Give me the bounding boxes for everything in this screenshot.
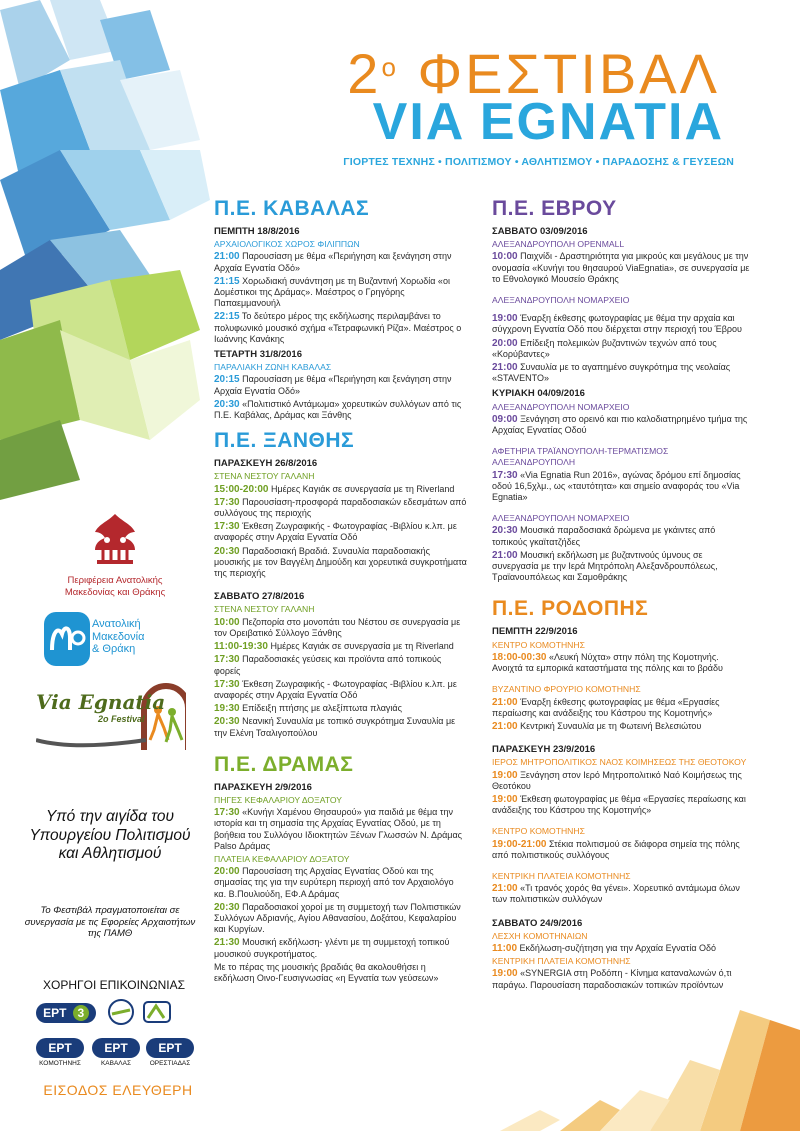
program-column-right xyxy=(492,197,750,993)
event-date: ΣΑΒΒΑΤΟ 27/8/2016 xyxy=(214,591,305,603)
event-time: 10:00 xyxy=(214,616,240,628)
event-date: ΣΑΒΒΑΤΟ 24/9/2016 xyxy=(492,917,583,929)
event-text: Επίδειξη πτήσης με αλεξίπτωτα πλαγιάς xyxy=(239,703,402,714)
event-time: 09:00 xyxy=(492,413,518,425)
event-text: Έκθεση Ζωγραφικής - Φωτογραφίας -Βιβλίου κ.λπ. με αναφορές στην Αρχαία Εγνατία Οδό xyxy=(214,678,457,700)
via-egnatia-logo-text: Via Egnatia xyxy=(36,690,166,714)
event-item xyxy=(492,251,750,285)
event-text: Παρουσίαση της Αρχαίας Εγνατίας Οδού και της σημασίας της για την ευρύτερη περιοχή από τον Αρχαιολόγο κα. Β.Πουλιούδη, ΕΦ.Α Δράμας xyxy=(214,866,454,899)
event-location: ΑΛΕΞΑΝΔΡΟΥΠΟΛΗ ΝΟΜΑΡΧΕΙΟ xyxy=(492,295,630,306)
event-text: Μουσικά παραδοσιακά δρώμενα με γκάιντες από τοπικούς γκαϊτατζήδες xyxy=(492,525,716,547)
event-time: 10:00 xyxy=(492,251,518,263)
event-time: 17:30 xyxy=(214,807,240,819)
spacer xyxy=(492,676,750,682)
ert3-label: ΕΡΤ xyxy=(43,1006,67,1020)
event-time: 20:15 xyxy=(214,374,240,386)
spacer xyxy=(492,863,750,869)
event-time: 18:00-00:30 xyxy=(492,651,547,663)
event-location: ΣΤΕΝΑ ΝΕΣΤΟΥ ΓΑΛΑΝΗ xyxy=(214,604,315,615)
event-location: ΚΕΝΤΡΙΚΗ ΠΛΑΤΕΙΑ ΚΟΜΟΤΗΝΗΣ xyxy=(492,870,631,881)
event-time: 21:00 xyxy=(492,720,518,732)
event-time: 17:30 xyxy=(214,496,240,508)
event-date: ΠΑΡΑΣΚΕΥΗ 23/9/2016 xyxy=(492,744,596,756)
media-sponsors-title: ΧΟΡΗΓΟΙ ΕΠΙΚΟΙΝΩΝΙΑΣ xyxy=(43,978,185,992)
via-egnatia-festival-logo xyxy=(36,682,186,752)
amth-logo xyxy=(44,612,194,672)
event-item xyxy=(492,697,750,719)
event-item xyxy=(214,311,468,345)
event-time: 20:00 xyxy=(214,866,240,878)
event-item xyxy=(492,470,750,504)
event-time: 11:00-19:30 xyxy=(214,641,268,653)
event-location: ΑΛΕΞΑΝΔΡΟΥΠΟΛΗ ΝΟΜΑΡΧΕΙΟ xyxy=(492,401,630,412)
event-item xyxy=(492,338,750,360)
event-location: ΑΦΕΤΗΡΙΑ ΤΡΑΪΑΝΟΥΠΟΛΗ-ΤΕΡΜΑΤΙΣΜΟΣ ΑΛΕΞΑΝΔΡΟΥΠΟΛΗ xyxy=(492,446,669,468)
event-text: Πεζοπορία στο μονοπάτι του Νέστου σε συνεργασία με τον Ορειβατικό Σύλλογο Ξάνθης xyxy=(214,616,461,638)
event-time: 20:30 xyxy=(214,901,240,913)
event-text: Παραδοσιακές γεύσεις και προϊόντα από τοπικούς φορείς xyxy=(214,654,442,676)
event-date: ΠΕΜΠΤΗ 18/8/2016 xyxy=(214,226,300,237)
event-item xyxy=(214,484,468,495)
region-logo-line2: Μακεδονίας και Θράκης xyxy=(64,587,166,598)
event-time: 22:15 xyxy=(214,311,240,323)
spacer xyxy=(492,908,750,914)
event-date: ΠΑΡΑΣΚΕΥΗ 2/9/2016 xyxy=(214,781,312,793)
event-location: ΚΕΝΤΡΙΚΗ ΠΛΑΤΕΙΑ ΚΟΜΟΤΗΝΗΣ xyxy=(492,956,631,967)
event-text: Παιχνίδι - Δραστηριότητα για μικρούς και μεγάλους με την ονομασία «Κυνήγι του θησαυρού ViaEgnatia», σε συνεργασία με το Εθνολογικό Μουσείο Θράκης xyxy=(492,251,750,284)
event-text: Έκθεση Ζωγραφικής - Φωτογραφίας -Βιβλίου κ.λπ. με αναφορές στην Αρχαία Εγνατία Οδό xyxy=(214,521,457,543)
event-text: Ξενάγηση στον Ιερό Μητροπολιτικό Ναό Κοιμήσεως της Θεοτόκου xyxy=(492,769,742,791)
event-text: Επίδειξη πολεμικών βυζαντινών τεχνών από τους «Κορύβαντες» xyxy=(492,337,717,359)
event-item xyxy=(214,654,468,676)
event-time: 17:30 xyxy=(214,654,240,666)
event-item xyxy=(492,652,750,674)
event-text: «Κυνήγι Χαμένου Θησαυρού» για παιδιά με θέμα την ιστορία και τη σημασία της Αρχαίας Εγνατίας Οδού, με τη βοήθεια του Συλλόγου Ιδιοκτητών Ξένων Γλωσσών Ν. Δράμας Palso Δράμας xyxy=(214,807,463,851)
event-date: ΚΥΡΙΑΚΗ 04/09/2016 xyxy=(492,388,585,400)
amth-line1: Ανατολική xyxy=(92,618,141,630)
amth-line2: Μακεδονία xyxy=(92,630,145,643)
amth-logo-text xyxy=(92,618,144,656)
event-text: Ξενάγηση στο ορεινό και πιο καλοδιατηρημένο τμήμα της Αρχαίας Εγνατίας Οδού xyxy=(492,413,748,436)
event-date: ΠΑΡΑΣΚΕΥΗ 26/8/2016 xyxy=(214,458,318,470)
event-location: ΠΗΓΕΣ ΚΕΦΑΛΑΡΙΟΥ ΔΟΞΑΤΟΥ xyxy=(214,794,343,805)
festival-cooperation-note: Το Φεστιβάλ πραγματοποιείται σε συνεργασία με τις Εφορείες Αρχαιοτήτων της ΠΑΜΘ xyxy=(24,905,196,939)
event-location: ΛΕΣΧΗ ΚΟΜΟΤΗΝΑΙΩΝ xyxy=(492,930,588,941)
event-item xyxy=(214,497,468,519)
spacer xyxy=(492,734,750,740)
spacer xyxy=(492,306,750,312)
spacer xyxy=(492,438,750,444)
region-logo-line1: Περιφέρεια Ανατολικής xyxy=(67,575,163,586)
event-time: 20:30 xyxy=(214,716,240,728)
festival-word: ΦΕΣΤΙΒΑΛ xyxy=(398,42,720,105)
event-item xyxy=(492,770,750,792)
region-title-evros: Π.Ε. ΕΒΡΟΥ xyxy=(492,197,617,220)
ert-orestiada-logo: ΕΡΤ xyxy=(146,1038,194,1058)
spacer xyxy=(492,505,750,511)
event-location: ΠΛΑΤΕΙΑ ΚΕΦΑΛΑΡΙΟΥ ΔΟΞΑΤΟΥ xyxy=(214,853,350,864)
amth-line3: & Θράκη xyxy=(92,643,136,655)
program-column-left xyxy=(214,197,468,986)
region-title-kavala: Π.Ε. ΚΑΒΑΛΑΣ xyxy=(214,197,370,220)
event-location: ΠΑΡΑΛΙΑΚΗ ΖΩΝΗ ΚΑΒΑΛΑΣ xyxy=(214,362,332,373)
event-item xyxy=(214,716,468,738)
event-date: ΠΕΜΠΤΗ 22/9/2016 xyxy=(492,626,578,638)
event-text: Ημέρες Καγιάκ σε συνεργασία με τη Riverland xyxy=(267,641,454,652)
event-text: Συναυλία με το αγαπημένο συγκρότημα της νεολαίας «STAVENTO» xyxy=(492,362,731,384)
event-item xyxy=(492,313,750,335)
event-time: 19:00 xyxy=(492,313,518,325)
edition-number: 2 xyxy=(347,42,382,105)
event-item xyxy=(214,679,468,701)
event-time: 21:00 xyxy=(214,251,240,263)
event-time: 21:00 xyxy=(492,549,518,561)
event-item xyxy=(214,937,468,959)
event-text: «Πολιτιστικό Αντάμωμα» χορευτικών συλλόγων από τις Π.Ε. Καβάλας, Δράμας και Ξάνθης xyxy=(214,398,462,421)
event-text: Το δεύτερο μέρος της εκδήλωσης περιλαμβάνει το πολυφωνικό μουσικό σχήμα «Τετραφωνική Ρίζα». Μαέστρος ο Ιωάννης Κανάκης xyxy=(214,311,462,344)
event-time: 19:00 xyxy=(492,793,518,805)
event-text: «SYNERGIA στη Ροδόπη - Κίνημα καταναλωνών ό,τι παράγω. Παρουσίαση παραδοσιακών τοπικών προϊόντων xyxy=(492,968,732,990)
event-location: ΣΤΕΝΑ ΝΕΣΤΟΥ ΓΑΛΑΝΗ xyxy=(214,471,315,482)
event-location: ΚΕΝΤΡΟ ΚΟΜΟΤΗΝΗΣ xyxy=(492,639,585,650)
event-time: 20:30 xyxy=(214,398,240,410)
event-item xyxy=(492,362,750,384)
event-text: Έκθεση φωτογραφίας με θέμα «Εργασίες περαίωσης και ανάδειξης του Κάστρου της Κομοτηνής» xyxy=(492,793,746,816)
event-text: «Τι τρανός χορός θα γένει». Χορευτικό αντάμωμα όλων των πολιτιστικών συλλόγων xyxy=(492,883,740,905)
region-logo xyxy=(60,510,170,599)
event-item xyxy=(214,546,468,580)
ert3-logo xyxy=(36,1003,96,1023)
event-location: ΒΥΖΑΝΤΙΝΟ ΦΡΟΥΡΙΟ ΚΟΜΟΤΗΝΗΣ xyxy=(492,684,641,695)
event-time: 17:30 xyxy=(214,678,240,690)
event-time: 15:00-20:00 xyxy=(214,483,269,495)
event-time: 20:30 xyxy=(492,525,518,537)
event-time: 21:00 xyxy=(492,883,518,895)
event-text: «Via Egnatia Run 2016», αγώνας δρόμου επί δημοσίας οδού 16,5χλμ., ως «ταυτότητα» και σημείο αναφοράς του «Via Egnatia» xyxy=(492,469,741,503)
event-time: 19:00 xyxy=(492,968,518,980)
event-item xyxy=(492,721,750,732)
event-time: 21:00 xyxy=(492,362,518,374)
event-item xyxy=(492,883,750,905)
event-text: Κεντρική Συναυλία με τη Φωτεινή Βελεσιώτου xyxy=(517,720,702,731)
event-text: Παρουσίαση με θέμα «Περιήγηση και ξενάγηση στην Αρχαία Εγνατία Οδό» xyxy=(214,251,452,273)
region-logo-text xyxy=(60,575,170,599)
spacer xyxy=(214,581,468,587)
spacer xyxy=(214,741,468,753)
event-note: Με το πέρας της μουσικής βραδιάς θα ακολουθήσει η εκδήλωση Οινο-Γευσιγνωσίας «η Εγνατία των γεύσεων» xyxy=(214,961,439,983)
event-text: «Λευκή Νύχτα» στην πόλη της Κομοτηνής. Ανοιχτά τα εμπορικά καταστήματα της πόλης και το βράδυ xyxy=(492,651,723,674)
spacer xyxy=(492,287,750,293)
event-time: 21:00 xyxy=(492,696,518,708)
festival-name: VIA EGNATIA xyxy=(372,93,724,151)
spacer xyxy=(492,585,750,597)
radio-102-logo-icon xyxy=(106,998,136,1026)
event-location: ΑΛΕΞΑΝΔΡΟΥΠΟΛΗ OPENMALL xyxy=(492,239,625,250)
ert-kavala-logo: ΕΡΤ xyxy=(92,1038,140,1058)
event-text: Παραδοσιακή Βραδιά. Συναυλία παραδοσιακής μουσικής με τον Βαγγέλη Δημούδη και χορευτικά συγκροτήματα της περιοχής xyxy=(214,545,467,579)
event-item xyxy=(492,943,750,954)
event-item xyxy=(492,794,750,816)
event-time: 17:30 xyxy=(214,521,240,533)
region-title-xanthi: Π.Ε. ΞΑΝΘΗΣ xyxy=(214,429,355,453)
event-text: Παρουσίαση-προσφορά παραδοσιακών εδεσμάτων από συλλόγους της περιοχής xyxy=(214,496,467,519)
event-time: 17:30 xyxy=(492,469,518,481)
event-item xyxy=(492,414,750,436)
region-title-drama: Π.Ε. ΔΡΑΜΑΣ xyxy=(214,752,354,776)
event-item xyxy=(214,617,468,639)
event-text: Ημέρες Καγιάκ σε συνεργασία με τη Riverland xyxy=(268,483,455,494)
event-item xyxy=(214,276,468,310)
event-text: Στέκια πολιτισμού σε διάφορα σημεία της πόλης από πολιτιστικούς συλλόγους xyxy=(492,838,740,860)
event-location: ΚΕΝΤΡΟ ΚΟΜΟΤΗΝΗΣ xyxy=(492,826,585,837)
event-location: ΑΛΕΞΑΝΔΡΟΥΠΟΛΗ ΝΟΜΑΡΧΕΙΟ xyxy=(492,513,630,524)
event-item xyxy=(492,839,750,861)
amth-mark-icon xyxy=(44,612,90,666)
ert-komotini-label: ΚΟΜΟΤΗΝΗΣ xyxy=(39,1060,81,1067)
event-time: 20:00 xyxy=(492,337,518,349)
festival-tagline: ΓΙΟΡΤΕΣ ΤΕΧΝΗΣ • ΠΟΛΙΤΙΣΜΟΥ • ΑΘΛΗΤΙΣΜΟΥ • ΠΑΡΑΔΟΣΗΣ & ΓΕΥΣΕΩΝ xyxy=(343,156,734,168)
event-item xyxy=(214,641,468,652)
event-text: Μουσική εκδήλωση με βυζαντινούς ύμνους σε συνεργασία με την Ιερά Μητρόπολη Αλεξανδρουπόλεως, Τραϊανουπόλεως και Σαμοθράκης xyxy=(492,549,718,583)
event-item xyxy=(214,703,468,714)
event-location: ΙΕΡΟΣ ΜΗΤΡΟΠΟΛΙΤΙΚΟΣ ΝΑΟΣ ΚΟΙΜΗΣΕΩΣ ΤΗΣ ΘΕΟΤΟΚΟΥ xyxy=(492,757,747,768)
event-date: ΤΕΤΑΡΤΗ 31/8/2016 xyxy=(214,349,303,361)
ert-komotini-logo: ΕΡΤ xyxy=(36,1038,84,1058)
free-entry-notice: ΕΙΣΟΔΟΣ ΕΛΕΥΘΕΡΗ xyxy=(43,1082,193,1098)
event-item xyxy=(214,902,468,936)
event-item xyxy=(492,550,750,584)
event-item xyxy=(492,968,750,990)
ert-kavala-label: ΚΑΒΑΛΑΣ xyxy=(100,1060,132,1067)
spacer xyxy=(492,818,750,824)
event-item xyxy=(214,399,468,421)
event-time: 19:00 xyxy=(492,769,518,781)
radio-958-logo-icon xyxy=(142,998,172,1026)
event-text: Παραδοσιακοί χοροί με τη συμμετοχή των Πολιτιστικών Συλλόγων Αδριανής, Αγίου Αθανασίου, Δοξάτου, Κεφαλαρίου και Κυργίων. xyxy=(214,901,461,935)
ert-orestiada-label: ΟΡΕΣΤΙΑΔΑΣ xyxy=(149,1060,191,1067)
event-time: 19:00-21:00 xyxy=(492,838,547,850)
event-time: 21:15 xyxy=(214,275,240,287)
event-time: 11:00 xyxy=(492,942,518,954)
event-item xyxy=(214,374,468,396)
ornament-emblem-icon xyxy=(85,510,145,566)
ert3-number: 3 xyxy=(73,1005,89,1021)
event-text: Εκδήλωση-συζήτηση για την Αρχαία Εγνατία Οδό xyxy=(517,942,717,953)
event-text: Χορωδιακή συνάντηση με τη Βυζαντινή Χορωδία «οι Δομέστικοι της Δράμας». Μαέστρος ο Γρηγόρης Παπαεμμανουήλ xyxy=(214,275,450,309)
event-text: Έναρξη έκθεσης φωτογραφίας με θέμα «Εργασίες περαίωσης και ανάδειξης του Κάστρου της Κομοτηνής» xyxy=(492,696,720,718)
event-time: 20:30 xyxy=(214,545,240,557)
event-item xyxy=(214,866,468,900)
event-date: ΣΑΒΒΑΤΟ 03/09/2016 xyxy=(492,226,588,237)
event-time: 19:30 xyxy=(214,703,240,715)
region-title-rodopi: Π.Ε. ΡΟΔΟΠΗΣ xyxy=(492,597,649,621)
event-text: Παρουσίαση με θέμα «Περιήγηση και ξενάγηση στην Αρχαία Εγνατία Οδό» xyxy=(214,374,452,396)
event-location: ΑΡΧΑΙΟΛΟΓΙΚΟΣ ΧΩΡΟΣ ΦΙΛΙΠΠΩΝ xyxy=(214,239,360,250)
event-text: Νεανική Συναυλία με τοπικό συγκρότημα Συναυλία με την Ελένη Τσαλιγοπούλου xyxy=(214,716,456,738)
patronage-text: Υπό την αιγίδα του Υπουργείου Πολιτισμού και Αθλητισμού xyxy=(29,808,191,862)
via-egnatia-logo-sub: 2ο Festival xyxy=(98,714,145,724)
edition-ordinal: ο xyxy=(381,52,399,82)
event-text: Μουσική εκδήλωση- γλέντι με τη συμμετοχή τοπικού μουσικού συγκροτήματος. xyxy=(214,937,450,959)
event-item xyxy=(492,525,750,547)
event-time: 21:30 xyxy=(214,937,240,949)
event-item xyxy=(214,807,468,852)
event-item xyxy=(214,521,468,543)
event-text: Έναρξη έκθεσης φωτογραφίας με θέμα την αρχαία και σύγχρονη Εγνατία Οδό που διέρχεται στην περιοχή του Έβρου xyxy=(492,313,742,335)
event-item xyxy=(214,251,468,273)
